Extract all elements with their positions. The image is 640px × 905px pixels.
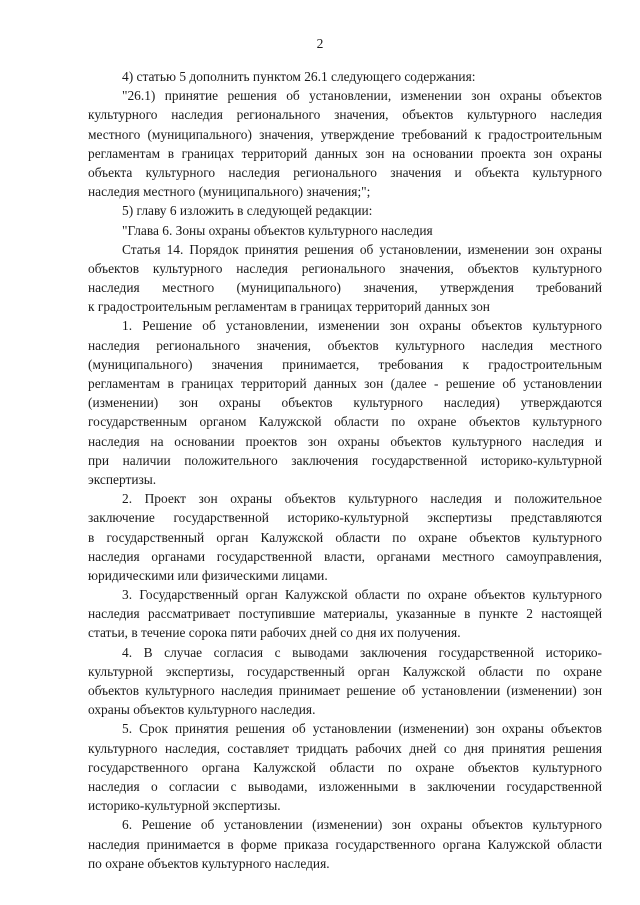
text-line: государственным органом Калужской области по охране объектов культурного [88,414,602,430]
text-line: "26.1) принятие решения об установлении, изменении зон охраны объектов [122,88,602,104]
text-line: культурного наследия регионального значения, объектов культурного наследия [88,107,602,123]
text-line: объекта культурного наследия регионального значения и объекта культурного [88,164,602,180]
text-line: культурной экспертизы, государственный орган Калужской области по охране [88,663,602,679]
text-line: 4) статью 5 дополнить пунктом 26.1 следующего содержания: [122,69,476,84]
text-line: наследия органами государственной власти, органами местного самоуправления, [88,548,602,564]
text-line: регламентам в границах территорий данных зон на основании проекта зон охраны [88,145,602,161]
text-line: (муниципального) значения принимается, требования к градостроительным [88,356,602,372]
text-line: наследия рассматривает поступившие материалы, указанные в пункте 2 настоящей [88,606,602,622]
text-line: 1. Решение об установлении, изменении зон охраны объектов культурного [122,318,602,334]
text-line: наследия местного (муниципального) значения;"; [88,184,371,200]
text-line: юридическими или физическими лицами. [88,567,328,583]
document-body [88,67,602,873]
text-line: регламентам в границах территорий данных зон (далее - решение об установлении [88,376,602,391]
text-line: в государственный орган Калужской области по охране объектов культурного [88,529,602,545]
text-line: объектов культурного наследия принимает решение об установлении (изменении) зон [88,683,602,698]
text-line: 2. Проект зон охраны объектов культурного наследия и положительное [122,491,602,507]
text-line: объектов культурного наследия регионального значения, объектов культурного [88,260,602,276]
text-line: 4. В случае согласия с выводами заключения государственной историко- [122,644,602,660]
text-line: охраны объектов культурного наследия. [88,702,316,718]
page-number: 2 [316,36,324,51]
text-line: культурного наследия, составляет тридцать рабочих дней со дня принятия решения [88,740,602,756]
text-line: наследия принимается в форме приказа государственного органа Калужской области [88,836,602,852]
text-line: по охране объектов культурного наследия. [88,855,330,871]
text-line: экспертизы. [88,471,157,487]
text-line: историко-культурной экспертизы. [88,798,281,814]
text-line: заключение государственной историко-культурной экспертизы представляются [88,510,602,526]
text-line: 3. Государственный орган Калужской области по охране объектов культурного [122,587,602,603]
text-line: 5. Срок принятия решения об установлении (изменении) зон охраны объектов [122,721,602,737]
text-line: Статья 14. Порядок принятия решения об установлении, изменении зон охраны [122,241,602,257]
text-line: местного (муниципального) значения, утверждение требований к градостроительным [88,126,602,142]
text-line: наследия на основании проектов зон охраны объектов культурного наследия и [88,433,602,449]
text-line: "Глава 6. Зоны охраны объектов культурного наследия [122,222,433,238]
text-line: (изменении) зон охраны объектов культурного наследия) утверждаются [88,395,602,411]
text-line: 6. Решение об установлении (изменении) зон охраны объектов культурного [122,817,602,833]
text-line: к градостроительным регламентам в границах территорий данных зон [88,299,490,315]
text-line: статьи, в течение сорока пяти рабочих дней со дня их получения. [88,625,461,641]
text-line: наследия о согласии с выводами, изложенными в заключении государственной [88,778,602,794]
text-line: наследия местного (муниципального) значения, утверждения требований [88,280,602,296]
text-line: наследия регионального значения, объектов культурного наследия местного [88,337,602,353]
text-line: при наличии положительного заключения государственной историко-культурной [88,452,602,468]
text-line: 5) главу 6 изложить в следующей редакции: [122,203,373,219]
text-line: государственного органа Калужской области по охране объектов культурного [88,759,602,775]
